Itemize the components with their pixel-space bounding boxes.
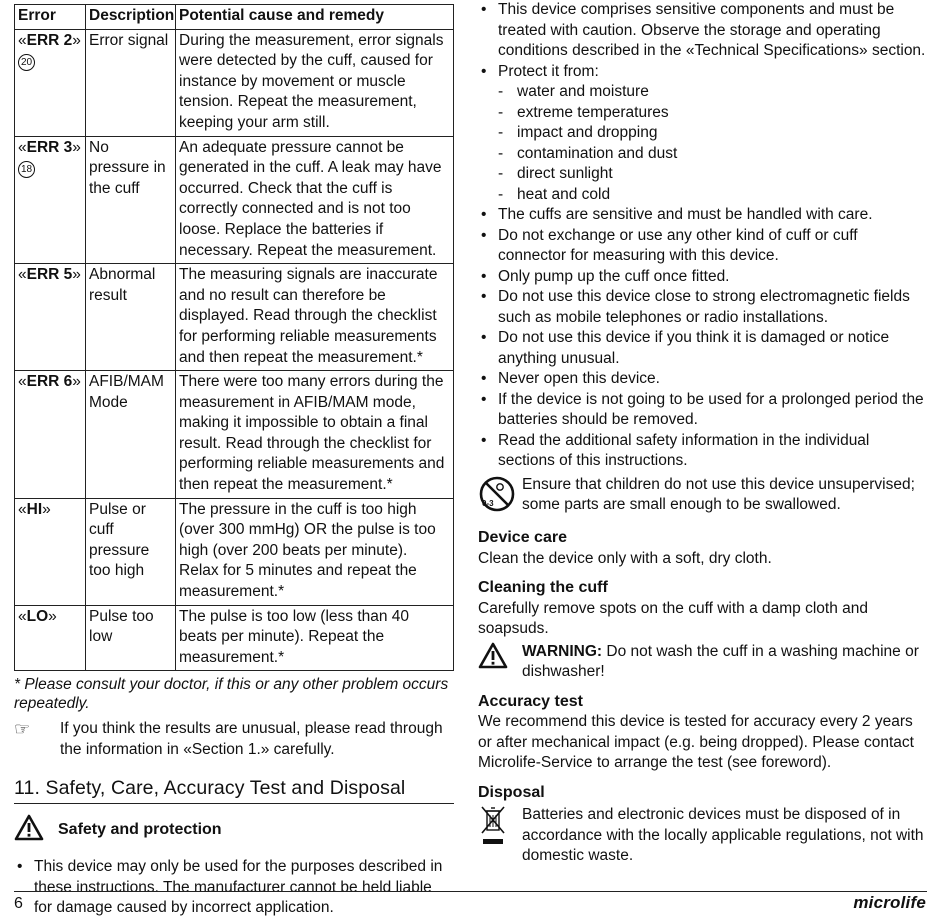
table-row (15, 136, 454, 264)
warning-triangle-icon (478, 642, 522, 683)
disposal-block (478, 805, 926, 867)
cleaning-title: Cleaning the cuff (478, 579, 608, 596)
safety-title: Safety and protection (58, 821, 222, 839)
display-marker-icon: 18 (18, 161, 35, 178)
error-code: HI (26, 500, 43, 518)
cleaning-text: Carefully remove spots on the cuff with a damp cloth and soapsuds. (478, 599, 869, 637)
error-remedy: The measuring signals are inaccurate and no result can therefore be displayed. Read through the checklist for performing reliable measurements and then repeat the measurement.* (176, 264, 454, 371)
list-item: • Do not use this device if you think it is damaged or notice anything unusual. (478, 328, 926, 369)
error-code-cell: «HI» (15, 498, 86, 605)
error-remedy: An adequate pressure cannot be generated in the cuff. A leak may have occurred. Check that the cuff is correctly connected and is not too loose. Replace the batteries if necessary. Repeat the measurement. (176, 136, 454, 264)
list-item: • Do not use this device close to strong electromagnetic fields such as mobile telephones or radio installations. (478, 287, 926, 328)
section-title: 11. Safety, Care, Accuracy Test and Disposal (14, 778, 454, 804)
table-header-row (15, 5, 454, 30)
hint-text: If you think the results are unusual, please read through the information in «Section 1.» carefully. (60, 720, 443, 758)
error-description: Abnormal result (86, 264, 176, 371)
table-row (15, 605, 454, 671)
warning-text-block (522, 642, 926, 683)
children-warning-text: Ensure that children do not use this device unsupervised; some parts are small enough to be swallowed. (522, 475, 915, 513)
disposal-text: Batteries and electronic devices must be disposed of in accordance with the locally applicable regulations, not with domestic waste. (522, 806, 924, 864)
protect-list (478, 82, 926, 205)
list-item: • Read the additional safety information in the individual sections of this instructions. (478, 431, 926, 472)
children-warning (478, 475, 926, 520)
safety-list-b (478, 205, 926, 472)
list-item: • Only pump up the cuff once fitted. (478, 267, 926, 288)
page-number: 6 (14, 895, 23, 912)
list-item: - water and moisture (478, 82, 926, 103)
error-description: Error signal (86, 29, 176, 136)
display-marker-icon: 20 (18, 54, 35, 71)
error-code-cell: «LO» (15, 605, 86, 671)
error-code-cell: «ERR 2» 20 (15, 29, 86, 136)
safety-first-list (14, 857, 454, 919)
table-row (15, 29, 454, 136)
error-table (14, 4, 454, 671)
warning-text: Do not wash the cuff in a washing machine or dishwasher! (522, 642, 919, 680)
error-remedy: There were too many errors during the measurement in AFIB/MAM mode, making it impossible to obtain a final result. Read through the checklist for performing reliable measurements and then repeat the measurement.* (176, 371, 454, 499)
device-care-title: Device care (478, 529, 567, 546)
error-description: AFIB/MAM Mode (86, 371, 176, 499)
safety-heading (14, 814, 454, 848)
error-description: No pressure in the cuff (86, 136, 176, 264)
disposal-title: Disposal (478, 783, 545, 801)
header-error: Error (15, 5, 86, 30)
table-row (15, 371, 454, 499)
cuff-warning (478, 642, 926, 683)
device-care-text: Clean the device only with a soft, dry cloth. (478, 549, 772, 567)
error-description: Pulse or cuff pressure too high (86, 498, 176, 605)
svg-text:0-3: 0-3 (482, 498, 494, 508)
table-row (15, 264, 454, 371)
hint-note (14, 719, 454, 760)
error-code-cell: «ERR 5» (15, 264, 86, 371)
error-remedy: The pressure in the cuff is too high (over 300 mmHg) OR the pulse is too high (over 200 beats per minute). Relax for 5 minutes and repeat the measurement.* (176, 498, 454, 605)
error-code: ERR 5 (26, 266, 73, 284)
list-item: • Do not exchange or use any other kind of cuff or cuff connector for measuring with this device. (478, 226, 926, 267)
accuracy-title: Accuracy test (478, 692, 583, 710)
list-item: • This device comprises sensitive components and must be treated with caution. Observe the storage and operating conditions described in the «Technical Specifications» section. (478, 0, 926, 62)
list-item: - heat and cold (478, 185, 926, 206)
warning-triangle-icon (14, 814, 58, 848)
list-item: - impact and dropping (478, 123, 926, 144)
footer-divider (14, 891, 927, 892)
error-rows (15, 29, 454, 671)
brand-logo: microlife (853, 893, 926, 912)
header-description: Description (86, 5, 176, 30)
error-code: ERR 3 (26, 138, 73, 156)
error-code: ERR 2 (26, 31, 73, 49)
left-column (14, 4, 454, 919)
list-item: • Protect it from: (478, 62, 926, 83)
error-code-cell: «ERR 6» (15, 371, 86, 499)
table-row (15, 498, 454, 605)
list-item: • This device may only be used for the purposes described in these instructions. The manufacturer cannot be held liable for damage caused by incorrect application. (14, 857, 454, 919)
no-children-icon (478, 475, 522, 520)
list-item: • If the device is not going to be used for a prolonged period the batteries should be removed. (478, 390, 926, 431)
header-remedy: Potential cause and remedy (176, 5, 454, 30)
error-remedy: The pulse is too low (less than 40 beats per minute). Repeat the measurement.* (176, 605, 454, 671)
list-item: • The cuffs are sensitive and must be handled with care. (478, 205, 926, 226)
error-code-cell: «ERR 3» 18 (15, 136, 86, 264)
right-column (478, 0, 926, 867)
footnote: * Please consult your doctor, if this or any other problem occurs repeatedly. (14, 676, 449, 713)
warning-label: WARNING: (522, 642, 603, 660)
error-code: ERR 6 (26, 373, 73, 391)
error-remedy: During the measurement, error signals were detected by the cuff, caused for instance by movement or muscle tension. Repeat the measurement, keeping your arm still. (176, 29, 454, 136)
error-description: Pulse too low (86, 605, 176, 671)
list-item: - extreme temperatures (478, 103, 926, 124)
list-item: - direct sunlight (478, 164, 926, 185)
accuracy-text: We recommend this device is tested for accuracy every 2 years or after mechanical impact (e.g. being dropped). Please contact Microlife-Service to arrange the test (see foreword). (478, 713, 914, 771)
error-code: LO (26, 607, 49, 625)
safety-list-a (478, 0, 926, 82)
crossed-bin-icon (478, 805, 522, 867)
list-item: • Never open this device. (478, 369, 926, 390)
pointing-hand-icon: ☞ (14, 719, 31, 740)
list-item: - contamination and dust (478, 144, 926, 165)
